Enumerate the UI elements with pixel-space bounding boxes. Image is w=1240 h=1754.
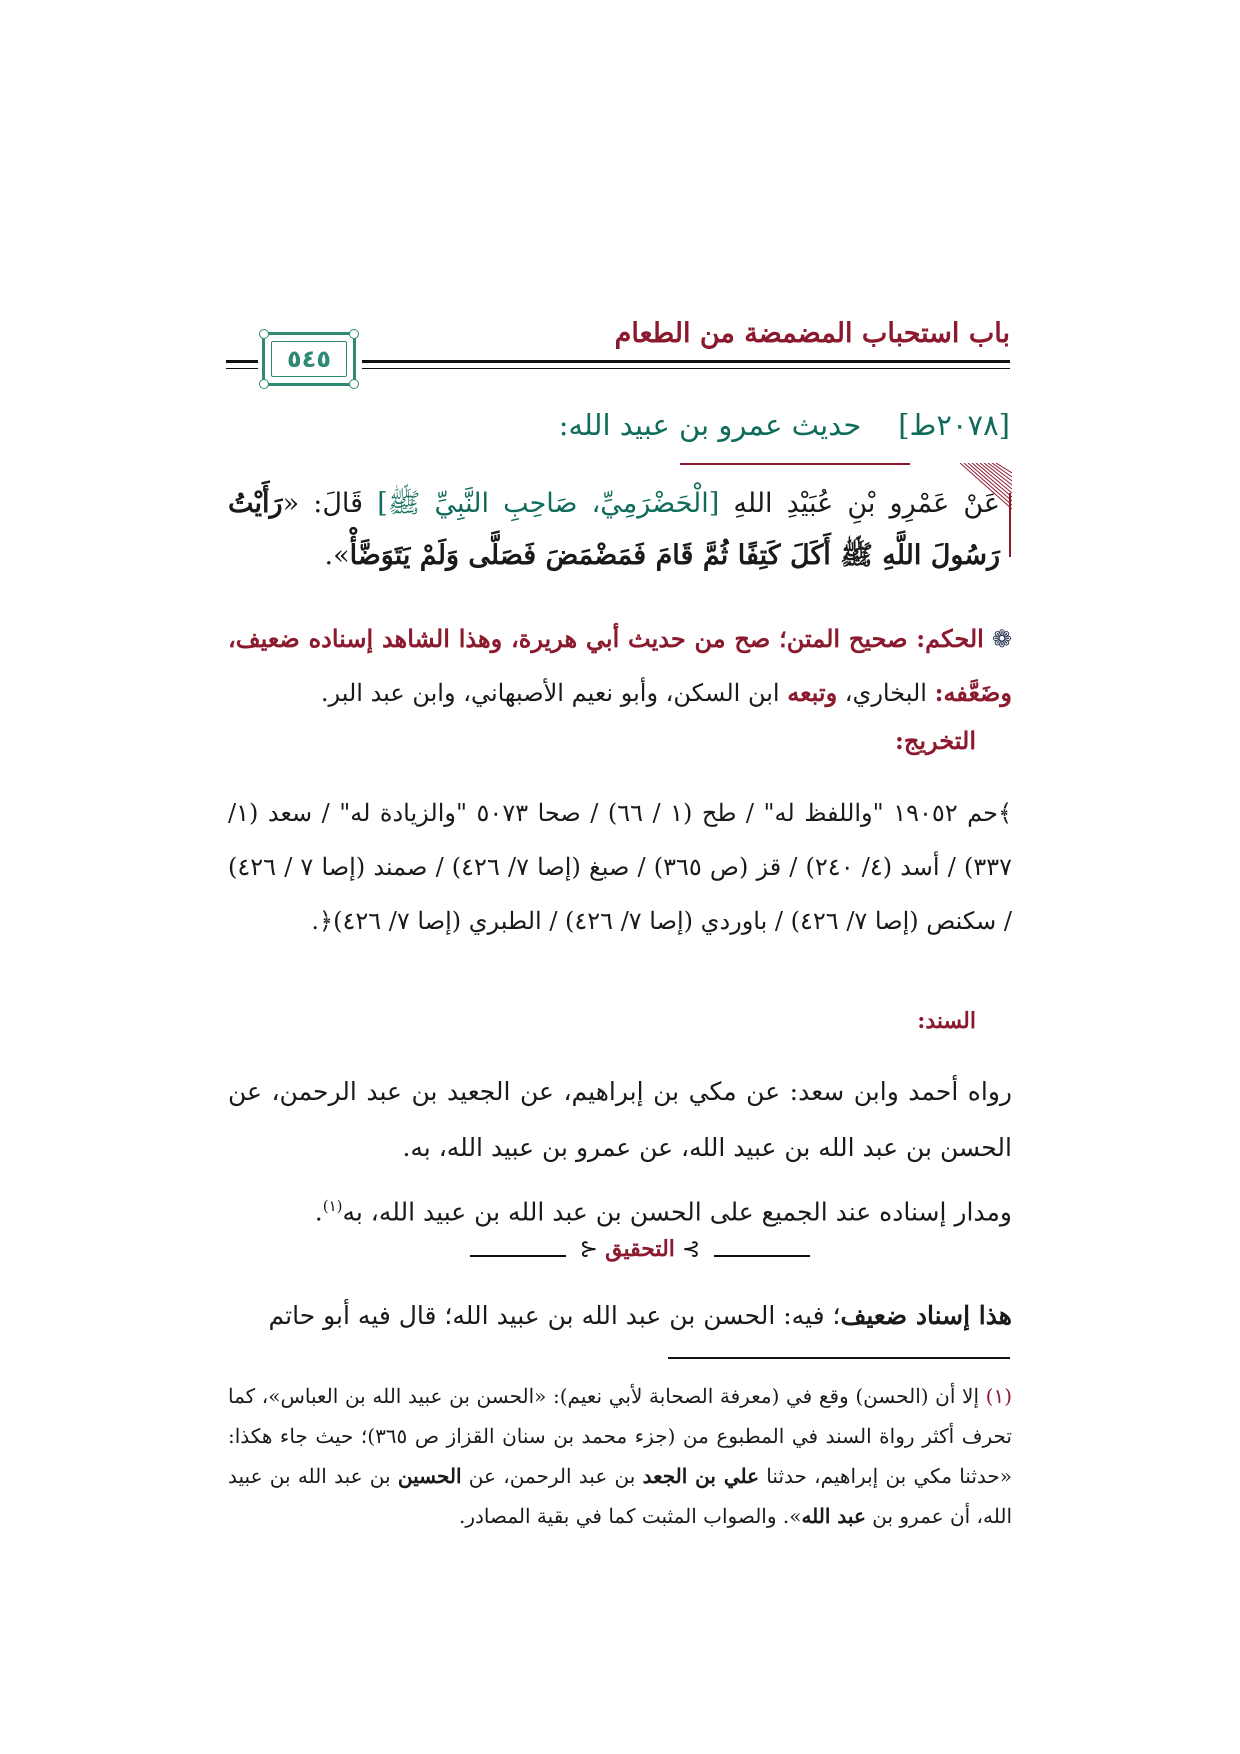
footnote: (١) إلا أن (الحسن) وقع في (معرفة الصحابة لأبي نعيم): «الحسن بن عبيد الله بن العباس»، كما تحرف أكثر رواة السند في المطبوع من (جزء محمد بن سنان القزاز ص ٣٦٥)؛ حيث جاء هكذا: «حدثنا مكي بن إبراهيم، حدثنا علي بن الجعد بن عبد الرحمن، عن الحسين بن عبد الله بن عبيد الله، أن عمرو بن عبد الله». والصواب المثبت كما في بقية المصادر. bbox=[228, 1384, 1013, 1528]
sanad-body: رواه أحمد وابن سعد: عن مكي بن إبراهيم، عن الجعيد بن عبد الرحمن، عن الحسن بن عبد الله بن عبيد الله، عن عمرو بن عبيد الله، به. bbox=[228, 1077, 1012, 1162]
ruling-paragraph bbox=[228, 612, 1012, 720]
hadith-top-rule bbox=[680, 463, 910, 465]
footnote-number: (١) bbox=[985, 1384, 1012, 1408]
hadith-title: حديث عمرو بن عبيد الله: bbox=[558, 408, 862, 442]
footnote-separator bbox=[668, 1357, 1010, 1359]
weakened-label: وضَعَّفه: bbox=[934, 678, 1012, 707]
tahqiq-lead: هذا إسناد ضعيف bbox=[840, 1301, 1012, 1330]
hadith-addition: [الْحَضْرَمِيِّ، صَاحِبِ النَّبِيِّ ﷺ] bbox=[377, 488, 720, 519]
hadith-close: ». bbox=[324, 540, 350, 571]
tahqiq-divider bbox=[470, 1236, 810, 1276]
ornament-icon bbox=[349, 379, 359, 389]
flower-icon: ❁ bbox=[983, 625, 1012, 653]
header-rule-left-thin bbox=[226, 368, 258, 369]
takhrij-label: التخريج: bbox=[895, 726, 976, 755]
hadith-qala: قَالَ: « bbox=[282, 488, 378, 519]
divider-line-left bbox=[470, 1255, 566, 1257]
running-header: باب استحباب المضمضة من الطعام bbox=[614, 318, 1010, 349]
ornament-icon bbox=[259, 329, 269, 339]
sanad-pivot-text: ومدار إسناده عند الجميع على الحسن بن عبد الله بن عبيد الله، به bbox=[342, 1197, 1012, 1227]
sanad-pivot: ومدار إسناده عند الجميع على الحسن بن عبد الله بن عبيد الله، به$^{(١)}$. bbox=[314, 1197, 1012, 1227]
hadith-number: [٢٠٧٨ط] bbox=[898, 408, 1010, 442]
scroll-ornament-icon: ⊱ bbox=[674, 1237, 701, 1262]
scroll-ornament-icon: ⊰ bbox=[579, 1237, 606, 1262]
followed-by: ابن السكن، وأبو نعيم الأصبهاني، وابن عبد البر. bbox=[320, 679, 788, 707]
tahqiq-text: ؛ فيه: الحسن بن عبد الله بن عبيد الله؛ قال فيه أبو حاتم bbox=[268, 1301, 841, 1330]
ornament-icon bbox=[259, 379, 269, 389]
hadith-narrator: عَنْ عَمْرِو بْنِ عُبَيْدِ اللهِ bbox=[719, 488, 1000, 519]
footnote-ref[interactable]: (١) bbox=[322, 1197, 343, 1215]
header-rule-left bbox=[226, 360, 258, 363]
followed-label: وتبعه bbox=[787, 678, 838, 707]
ruling-text: صحيح المتن؛ صح من حديث أبي هريرة، وهذا الشاهد إسناده ضعيف، bbox=[228, 624, 917, 653]
header-rule-thin bbox=[362, 368, 1010, 369]
page-number: ٥٤٥ bbox=[271, 341, 347, 377]
ornament-icon bbox=[349, 329, 359, 339]
ruling-label: الحكم: bbox=[916, 624, 984, 653]
sanad-label: السند: bbox=[917, 1008, 976, 1034]
page-number-badge bbox=[262, 332, 356, 386]
header-rule bbox=[362, 360, 1010, 363]
tahqiq-title: ⊱ التحقيق ⊰ bbox=[579, 1236, 701, 1262]
hadith-text bbox=[228, 478, 1000, 582]
hadith-matn: رَأَيْتُ رَسُولَ اللَّهِ ﷺ أَكَلَ كَتِفًا ثُمَّ قَامَ فَمَضْمَضَ فَصَلَّى وَلَمْ يَتَوَضَّأْ bbox=[228, 488, 1000, 571]
divider-line-right bbox=[714, 1255, 810, 1257]
section-heading bbox=[380, 408, 1010, 442]
tahqiq-body bbox=[228, 1288, 1012, 1344]
takhrij-body: ﴾حم ١٩٠٥٢ "واللفظ له" / طح (١ / ٦٦) / صحا ٥٠٧٣ "والزيادة له" / سعد (١/ ٣٣٧) / أسد (٤/ ٢٤٠) / قز (ص ٣٦٥) / صبغ (إصا ٧/ ٤٢٦) / صمند (إصا ٧ / ٤٢٦) / سكنص (إصا ٧/ ٤٢٦) / باوردي (إصا ٧/ ٤٢٦) / الطبري (إصا ٧/ ٤٢٦)﴿. bbox=[228, 799, 1013, 935]
weakened-by: البخاري، bbox=[837, 679, 935, 707]
